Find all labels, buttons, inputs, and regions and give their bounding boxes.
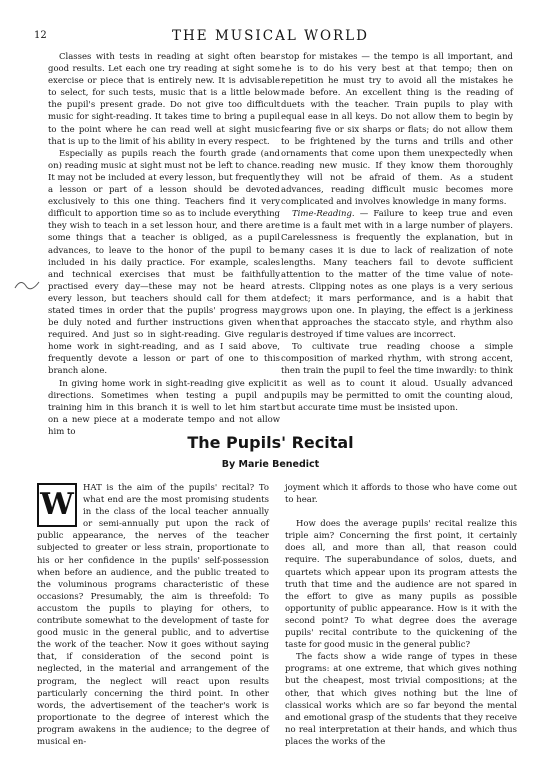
running-header [34, 28, 507, 44]
article-byline: By Marie Benedict [221, 459, 320, 470]
drop-cap: W [37, 483, 77, 527]
column-bottom-right [285, 482, 517, 748]
column-bottom-left [37, 482, 269, 748]
paragraph: joyment which it affords to those who have come out to hear. [285, 483, 517, 506]
paragraph [281, 208, 513, 341]
section-label: Time-Reading. [292, 209, 355, 220]
paragraph: Especially as pupils reach the fourth grade (and on) reading music at sight must not be left to chance. It may not be included at every lesson, but frequently a lesson or part of a lesson should be devoted exclusively to this one thing. Teachers find it very difficult to apportion time so as to include everything they wish to teach in a set lesson hour, and there are some things that a teacher is obliged, as a pupil advances, to leave to the honor of the pupil to be included in his daily practice. For example, scales and technical exercises that must be faithfully practised every day—these may not be heard at every lesson, but teachers should call for them at stated times in order that the pupils' progress may be duly noted and further instructions given when required. And just so in sight-reading. Give regular home work in sight-reading, and as I said above, frequently devote a lesson or part of one to this branch alone. [48, 148, 280, 377]
paragraph-text: — Failure to keep true and even time is a fault met with in a large number of players. Carelessness is frequently the explanation, but in many cases it is due to lack of realization of note lengths. Many teachers fail to devote sufficient attention to the matter of the time value of note-rests. Clipping notes as one plays is a very serious defect; it mars performance, and is a habit that grows upon one. In playing, the effect is a jerkiness that approaches the staccato style, and rhythm also is destroyed if time values are incorrect. [281, 209, 513, 341]
magazine-title: THE MUSICAL WORLD [172, 28, 369, 44]
paragraph: In giving home work in sight-reading give explicit directions. Sometimes when testing a pupil and training him in this branch it is well to let him start on a new piece at a moderate tempo and not allow him to [48, 378, 280, 437]
paragraph: To cultivate true reading choose a simple composition of marked rhythm, with strong accent, then train the pupil to feel the time inwardly: to think it as well as to count it aloud. Usually advanced pupils may be permitted to omit the counting aloud, but accurate time must be insisted upon. [281, 342, 513, 413]
column-top-left [48, 51, 280, 438]
column-top-right [281, 51, 513, 414]
page-number: 12 [34, 30, 47, 41]
pencil-mark-icon [14, 279, 40, 291]
paragraph: Classes with tests in reading at sight often bear good results. Let each one try reading at sight some exercise or piece that is entirely new. It is advisable to select, for such tests, music that is a little below the pupil's present grade. Do not give too difficult music for sight-reading. It takes time to bring a pupil to the point where he can read well at sight music that is up to the limit of his ability in every respect. [48, 52, 280, 147]
paragraph: How does the average pupils' recital realize this triple aim? Concerning the first point, it certainly does all, and more than all, that reason could require. The superabundance of solos, duets, and quartets which appear upon its program attests the truth that time and the audience are not spared in the effort to give as many pupils as possible opportunity of public appearance. How is it with the second point? To what degree does the average pupils' recital contribute to the quickening of the taste for good music in the general public? [285, 519, 517, 651]
paragraph: HAT is the aim of the pupils' recital? To what end are the most promising students in the class of the local teacher annually or semi-annually put upon the rack of public appearance, the nerves of the teacher subjected to greater or less strain, proportionate to his or her confidence in the pupils' self-possession when before an audience, and the public treated to the voluminous programs characteristic of these occasions? Presumably, the aim is threefold: To accustom the pupils to playing for others, to contribute somewhat to the development of taste for good music in the general public, and to advertise the work of the teacher. Now it goes without saying that, if consideration of the second point is neglected, in the material and arrangement of the program, the neglect will react upon results particularly concerning the third point. In other words, the advertisement of the teacher's work is proportionate to the degree of interest which the program awakens in the audience; to the degree of musical en- [37, 483, 269, 747]
article-title: The Pupils' Recital [187, 433, 354, 452]
paragraph: stop for mistakes — the tempo is all important, and he is to do his very best at that tempo; then on repetition he must try to avoid all the mistakes he made before. An excellent thing is the reading of duets with the teacher. Train pupils to play with equal ease in all keys. Do not allow them to begin by fearing five or six sharps or flats; do not allow them to be frightened by the turns and trills and other ornaments that come upon them unexpectedly when reading new music. If they know them thoroughly they will not be afraid of them. As a student advances, reading difficult music becomes more complicated and involves knowledge in many forms. [281, 52, 513, 208]
paragraph: The facts show a wide range of types in these programs: at one extreme, that which gives nothing but the cheapest, most trivial compositions; at the other, that which gives nothing but the line of classical works which are so far beyond the mental and emotional grasp of the students that they receive no real interpretation at their hands, and which thus places the works of the [285, 652, 517, 747]
